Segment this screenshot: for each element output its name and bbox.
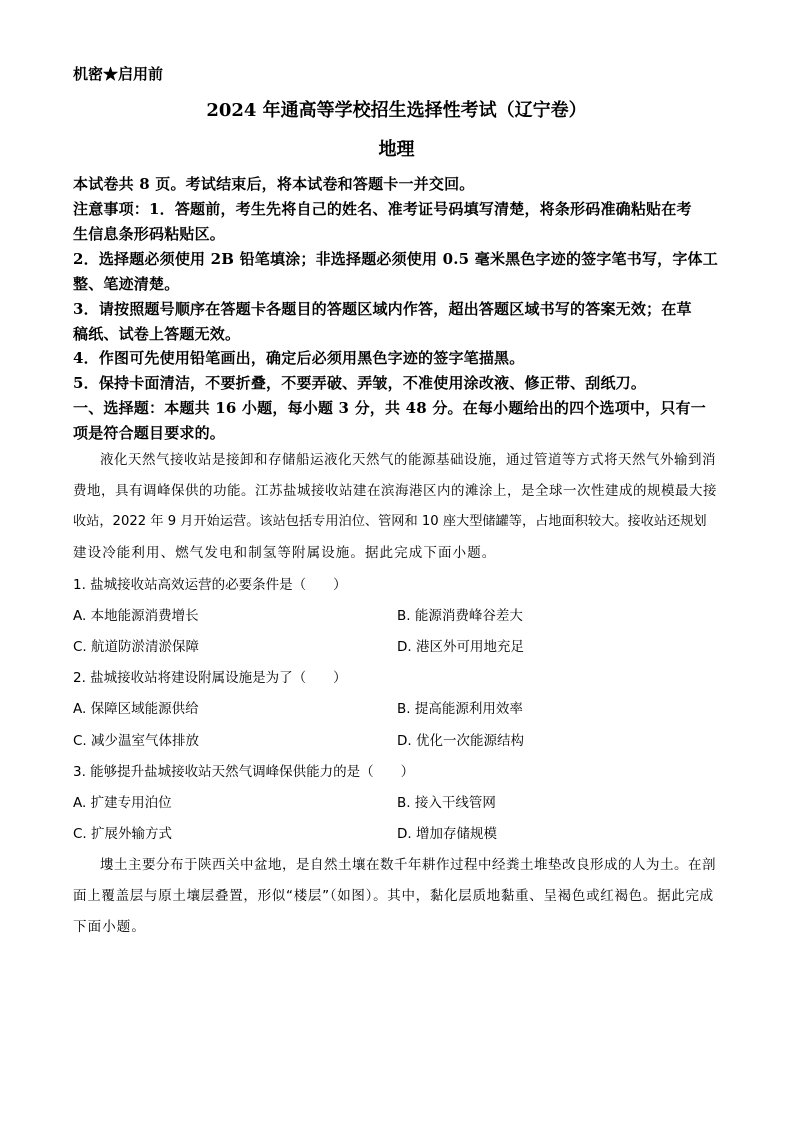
instruction-line: 4．作图可先使用铅笔画出，确定后必须用黑色字迹的签字笔描黑。 [73,349,525,367]
option-c[interactable]: C. 航道防淤清淤保障 [73,639,200,655]
instruction-line: 本试卷共 8 页。考试结束后，将本试卷和答题卡一并交回。 [73,175,475,193]
instruction-line: 稿纸、试卷上答题无效。 [73,325,241,343]
option-c[interactable]: C. 减少温室气体排放 [73,733,200,749]
passage-line: 下面小题。 [73,919,146,935]
passage-line: 收站，2022 年 9 月开始运营。该站包括专用泊位、管网和 10 座大型储罐等，占地面积较大。接收站还规划 [73,514,707,529]
passage-line: 面上覆盖层与原土壤层叠置，形似“楼层”（如图）。其中，黏化层质地黏重、呈褐色或红褐色。据此完成 [73,888,714,904]
option-d[interactable]: D. 增加存储规模 [397,826,497,842]
section-heading: 一、选择题：本题共 16 小题，每小题 3 分，共 48 分。在每小题给出的四个选项中，只有一 [73,399,706,417]
confidential-label: 机密★启用前 [73,65,164,83]
option-d[interactable]: D. 优化一次能源结构 [397,733,524,749]
option-b[interactable]: B. 接入干线管网 [397,795,496,811]
instruction-line: 5．保持卡面清洁，不要折叠，不要弄破、弄皱，不准使用涂改液、修正带、刮纸刀。 [73,374,647,392]
passage-line: 建设冷能利用、燃气发电和制氢等附属设施。据此完成下面小题。 [73,545,497,561]
instruction-line: 生信息条形码粘贴区。 [73,225,226,243]
passage-line: 塿土主要分布于陕西关中盆地，是自然土壤在数千年耕作过程中经粪土堆垫改良形成的人为土。在剖 [100,857,716,873]
question-stem: 2. 盐城接收站将建设附属设施是为了（ ） [73,670,347,686]
option-b[interactable]: B. 能源消费峰谷差大 [397,608,523,624]
section-heading: 项是符合题目要求的。 [73,424,226,442]
instruction-line: 3．请按照题号顺序在答题卡各题目的答题区域内作答，超出答题区域书写的答案无效；在草 [73,300,692,318]
option-a[interactable]: A. 扩建专用泊位 [73,795,172,811]
question-stem: 3. 能够提升盐城接收站天然气调峰保供能力的是（ ） [73,764,415,780]
passage-line: 液化天然气接收站是接卸和存储船运液化天然气的能源基础设施，通过管道等方式将天然气外输到消 [100,452,716,468]
option-c[interactable]: C. 扩展外输方式 [73,826,173,842]
option-a[interactable]: A. 本地能源消费增长 [73,608,199,624]
option-a[interactable]: A. 保障区域能源供给 [73,701,199,717]
instruction-line: 整、笔迹清楚。 [73,275,180,293]
instruction-line: 注意事项：1．答题前，考生先将自己的姓名、准考证号码填写清楚，将条形码准确粘贴在考 [73,200,692,218]
passage-line: 费地，具有调峰保供的功能。江苏盐城接收站建在滨海港区内的滩涂上，是全球一次性建成的规模最大接 [73,483,717,499]
question-stem: 1. 盐城接收站高效运营的必要条件是（ ） [73,577,347,593]
option-d[interactable]: D. 港区外可用地充足 [397,639,524,655]
subject-title: 地理 [378,139,415,160]
exam-title: 2024 年通高等学校招生选择性考试（辽宁卷） [206,100,587,121]
option-b[interactable]: B. 提高能源利用效率 [397,701,523,717]
instruction-line: 2．选择题必须使用 2B 铅笔填涂；非选择题必须使用 0.5 毫米黑色字迹的签字笔书写，字体工 [73,250,718,268]
